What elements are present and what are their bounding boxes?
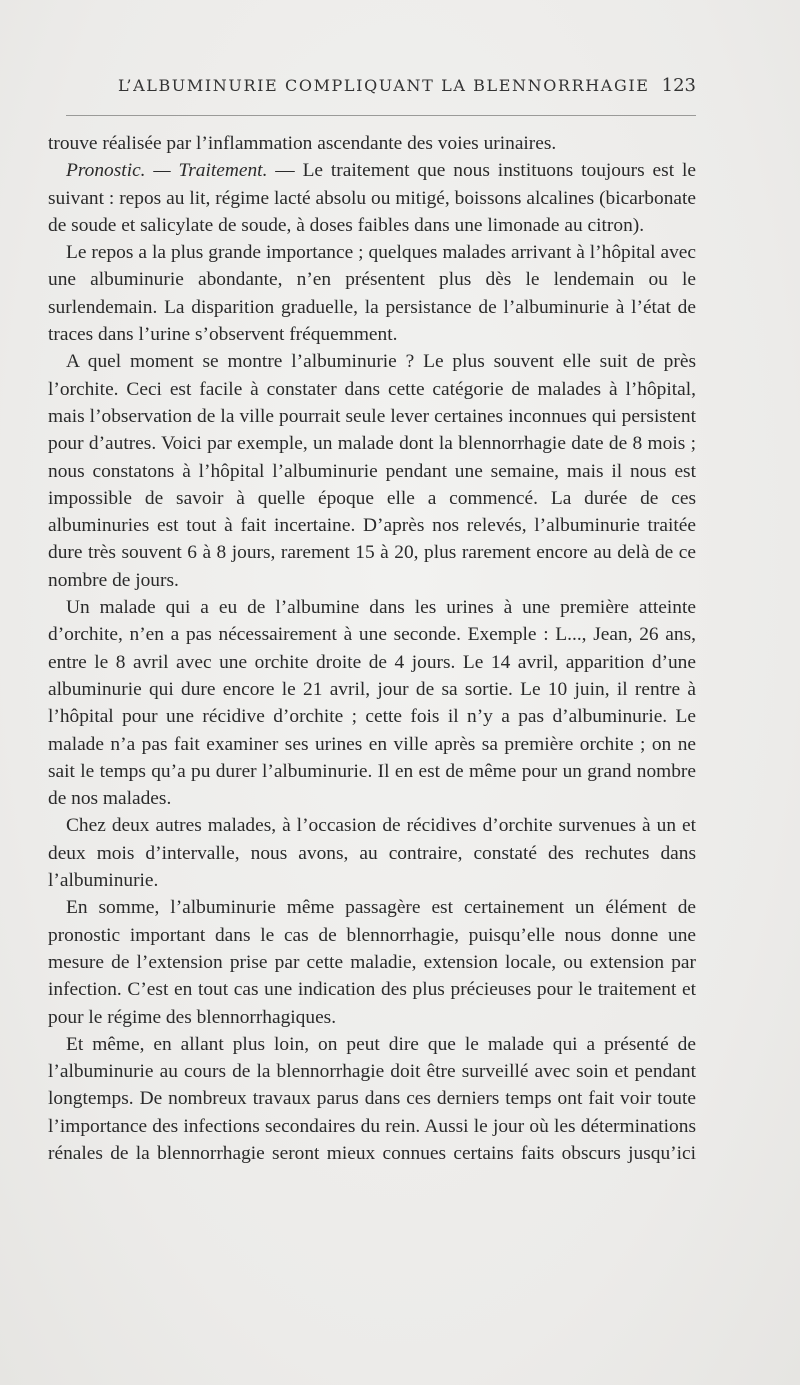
paragraph-text: Le repos a la plus grande importance ; quelques malades arrivant à l’hôpital avec une albuminurie abondante, n’en présentent plus dès le lendemain ou le surlendemain. La disparition graduelle, la persistance de l’albuminurie à l’état de traces dans l’urine s’observent fréquemment. <box>48 242 696 346</box>
header-rule <box>66 115 696 116</box>
section-heading: Pronostic. — Traitement. <box>66 160 268 182</box>
paragraph-text: Et même, en allant plus loin, on peut dire que le malade qui a présenté de l’albuminurie au cours de la blennorrhagie doit être surveillé avec soin et pendant longtemps. De nombreux travaux parus dans ces derniers temps ont fait voir toute l’importance des infections secondaires du rein. Aussi le jour où les déterminations rénales de la blennorrhagie seront mieux connues certains faits obscurs jusqu’ici <box>48 1033 696 1164</box>
paragraph-text: trouve réalisée par l’inflammation ascendante des voies urinaires. <box>48 133 557 154</box>
paragraph-text: — Le traitement que nous instituons toujours est le suivant : repos au lit, régime lacté absolu ou mitigé, boissons alcalines (bicarbonate de soude et salicylate de soude, à doses faibles dans une limonade au citron). <box>48 160 696 236</box>
page-number: 123 <box>661 75 696 96</box>
paragraph <box>48 594 696 812</box>
body-text <box>48 130 696 1167</box>
paragraph-text: Chez deux autres malades, à l’occasion de récidives d’orchite survenues à un et deux mois d’intervalle, nous avons, au contraire, constaté des rechutes dans l’albuminurie. <box>48 815 696 892</box>
paragraph <box>48 348 696 594</box>
paragraph-text: En somme, l’albuminurie même passagère est certainement un élément de pronostic important dans le cas de blennorrhagie, puisqu’elle nous donne une mesure de l’extension prise par cette maladie, extension locale, ou extension par infection. C’est en tout cas une indication des plus précieuses pour le traitement et pour le régime des blennorrhagiques. <box>48 897 696 1028</box>
paragraph <box>48 1031 696 1167</box>
paragraph-continuation <box>48 130 696 157</box>
paragraph-text: A quel moment se montre l’albuminurie ? Le plus souvent elle suit de près l’orchite. Ceci est facile à constater dans cette catégorie de malades à l’hôpital, mais l’observation de la ville pourrait seule lever certaines inconnues qui persistent pour d’autres. Voici par exemple, un malade dont la blennorrhagie date de 8 mois ; nous constatons à l’hôpital l’albuminurie pendant une semaine, mais il nous est impossible de savoir à quelle époque elle a commencé. La durée de ces albuminuries est tout à fait incertaine. D’après nos relevés, l’albuminurie traitée dure très souvent 6 à 8 jours, rarement 15 à 20, plus rarement encore au delà de ce nombre de jours. <box>48 351 696 591</box>
page-header <box>48 74 696 102</box>
paragraph <box>48 812 696 894</box>
paragraph <box>48 894 696 1030</box>
running-title: L’ALBUMINURIE COMPLIQUANT LA BLENNORRHAGIE <box>118 76 650 95</box>
paragraph-text: Un malade qui a eu de l’albumine dans les urines à une première atteinte d’orchite, n’en a pas nécessairement à une seconde. Exemple : L..., Jean, 26 ans, entre le 8 avril avec une orchite droite de 4 jours. Le 14 avril, apparition d’une albuminurie qui dure encore le 21 avril, jour de sa sortie. Le 10 juin, il rentre à l’hôpital pour une récidive d’orchite ; cette fois il n’y a pas d’albuminurie. Le malade n’a pas fait examiner ses urines en ville après sa première orchite ; on ne sait le temps qu’a pu durer l’albuminurie. Il en est de même pour un grand nombre de nos malades. <box>48 597 696 810</box>
paragraph <box>48 239 696 348</box>
paragraph-pronostic <box>48 157 696 239</box>
